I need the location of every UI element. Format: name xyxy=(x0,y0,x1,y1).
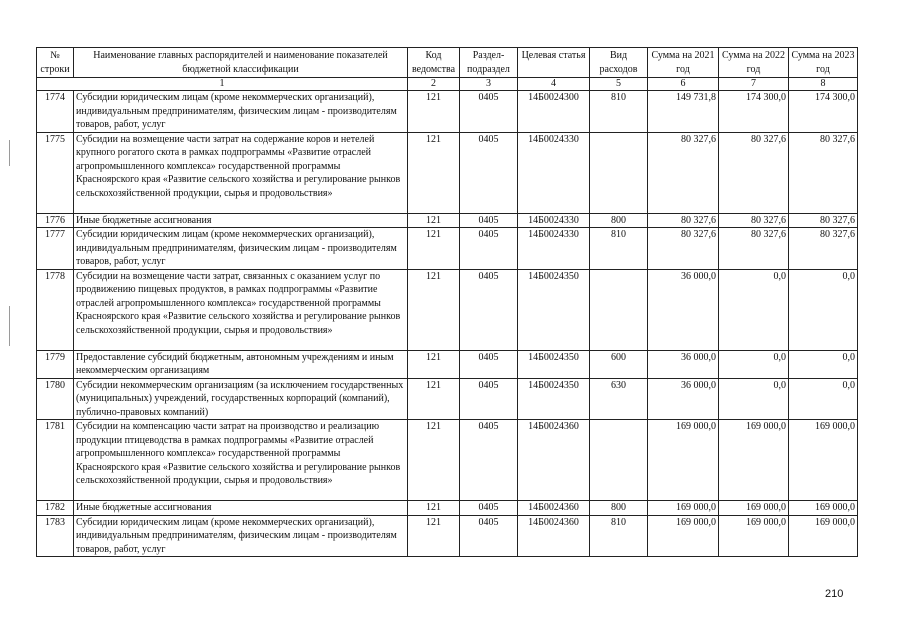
table-row xyxy=(37,228,858,270)
sum-2023-cell: 80 327,6 xyxy=(789,228,858,270)
expense-type-cell: 630 xyxy=(590,378,648,420)
sum-2021-cell: 80 327,6 xyxy=(648,213,719,228)
sum-2022-cell: 169 000,0 xyxy=(719,420,789,501)
sum-2021-cell: 36 000,0 xyxy=(648,350,719,378)
sum-2021-cell: 80 327,6 xyxy=(648,228,719,270)
budget-table xyxy=(36,47,858,557)
dept-code-cell: 121 xyxy=(408,501,460,516)
section-cell: 0405 xyxy=(460,515,518,557)
header-target-article: Целевая статья xyxy=(518,48,590,78)
table-row xyxy=(37,350,858,378)
column-number: 2 xyxy=(408,78,460,91)
column-number: 3 xyxy=(460,78,518,91)
table-row xyxy=(37,269,858,350)
expense-type-cell xyxy=(590,420,648,501)
row-name-cell: Субсидии на возмещение части затрат на содержание коров и нетелей крупного рогатого скота в рамках подпрограммы «Развитие отраслей агропромышленного комплекса» государственной программы Красноярского края «Развитие сельского хозяйства и регулирование рынков сельскохозяйственной продукции, сырья и продовольствия» xyxy=(74,132,408,213)
target-article-cell: 14Б0024360 xyxy=(518,515,590,557)
row-number-cell: 1776 xyxy=(37,213,74,228)
table-row xyxy=(37,378,858,420)
row-number-cell: 1782 xyxy=(37,501,74,516)
sum-2022-cell: 80 327,6 xyxy=(719,228,789,270)
target-article-cell: 14Б0024350 xyxy=(518,269,590,350)
sum-2023-cell: 0,0 xyxy=(789,269,858,350)
target-article-cell: 14Б0024330 xyxy=(518,228,590,270)
sum-2021-cell: 36 000,0 xyxy=(648,269,719,350)
row-number-cell: 1778 xyxy=(37,269,74,350)
dept-code-cell: 121 xyxy=(408,515,460,557)
sum-2022-cell: 80 327,6 xyxy=(719,213,789,228)
row-name-cell: Субсидии юридическим лицам (кроме некоммерческих организаций), индивидуальным предпринимателям, физическим лицам - производителям товаров, работ, услуг xyxy=(74,91,408,133)
header-row xyxy=(37,48,858,78)
expense-type-cell xyxy=(590,132,648,213)
sum-2022-cell: 0,0 xyxy=(719,378,789,420)
header-sum-2021: Сумма на 2021 год xyxy=(648,48,719,78)
expense-type-cell: 810 xyxy=(590,228,648,270)
header-sum-2023: Сумма на 2023 год xyxy=(789,48,858,78)
expense-type-cell xyxy=(590,269,648,350)
column-number: 4 xyxy=(518,78,590,91)
sum-2021-cell: 169 000,0 xyxy=(648,501,719,516)
row-name-cell: Предоставление субсидий бюджетным, автономным учреждениям и иным некоммерческим организациям xyxy=(74,350,408,378)
sum-2021-cell: 149 731,8 xyxy=(648,91,719,133)
dept-code-cell: 121 xyxy=(408,228,460,270)
column-number: 6 xyxy=(648,78,719,91)
row-name-cell: Иные бюджетные ассигнования xyxy=(74,213,408,228)
table-row xyxy=(37,515,858,557)
dept-code-cell: 121 xyxy=(408,213,460,228)
dept-code-cell: 121 xyxy=(408,269,460,350)
section-cell: 0405 xyxy=(460,213,518,228)
sum-2021-cell: 169 000,0 xyxy=(648,420,719,501)
row-name-cell: Субсидии на возмещение части затрат, связанных с оказанием услуг по продвижению пищевых продуктов, в рамках подпрограммы «Развитие отраслей агропромышленного комплекса» государственной программы Красноярского края «Развитие сельского хозяйства и регулирование рынков сельскохозяйственной продукции, сырья и продовольствия» xyxy=(74,269,408,350)
sum-2023-cell: 169 000,0 xyxy=(789,515,858,557)
target-article-cell: 14Б0024300 xyxy=(518,91,590,133)
margin-mark xyxy=(9,306,10,346)
dept-code-cell: 121 xyxy=(408,91,460,133)
row-number-cell: 1780 xyxy=(37,378,74,420)
row-number-cell: 1775 xyxy=(37,132,74,213)
section-cell: 0405 xyxy=(460,132,518,213)
section-cell: 0405 xyxy=(460,269,518,350)
dept-code-cell: 121 xyxy=(408,420,460,501)
table-row xyxy=(37,213,858,228)
sum-2023-cell: 0,0 xyxy=(789,350,858,378)
sum-2023-cell: 0,0 xyxy=(789,378,858,420)
row-number-cell: 1783 xyxy=(37,515,74,557)
header-name: Наименование главных распорядителей и наименование показателей бюджетной классификации xyxy=(74,48,408,78)
target-article-cell: 14Б0024330 xyxy=(518,213,590,228)
sum-2021-cell: 36 000,0 xyxy=(648,378,719,420)
sum-2022-cell: 80 327,6 xyxy=(719,132,789,213)
section-cell: 0405 xyxy=(460,501,518,516)
row-name-cell: Субсидии юридическим лицам (кроме некоммерческих организаций), индивидуальным предпринимателям, физическим лицам - производителям товаров, работ, услуг xyxy=(74,515,408,557)
sum-2022-cell: 169 000,0 xyxy=(719,515,789,557)
sum-2023-cell: 174 300,0 xyxy=(789,91,858,133)
target-article-cell: 14Б0024360 xyxy=(518,501,590,516)
target-article-cell: 14Б0024330 xyxy=(518,132,590,213)
sum-2021-cell: 169 000,0 xyxy=(648,515,719,557)
column-number: 8 xyxy=(789,78,858,91)
table-row xyxy=(37,501,858,516)
column-numbering-row xyxy=(37,78,858,91)
dept-code-cell: 121 xyxy=(408,378,460,420)
row-name-cell: Иные бюджетные ассигнования xyxy=(74,501,408,516)
margin-mark xyxy=(9,140,10,166)
row-number-cell: 1781 xyxy=(37,420,74,501)
row-name-cell: Субсидии на компенсацию части затрат на производство и реализацию продукции птицеводства в рамках подпрограммы «Развитие отраслей агропромышленного комплекса» государственной программы Красноярского края «Развитие сельского хозяйства и регулирование рынков сельскохозяйственной продукции, сырья и продовольствия» xyxy=(74,420,408,501)
sum-2022-cell: 0,0 xyxy=(719,350,789,378)
expense-type-cell: 600 xyxy=(590,350,648,378)
expense-type-cell: 800 xyxy=(590,213,648,228)
expense-type-cell: 800 xyxy=(590,501,648,516)
page-number: 210 xyxy=(825,588,844,600)
section-cell: 0405 xyxy=(460,420,518,501)
sum-2023-cell: 80 327,6 xyxy=(789,132,858,213)
section-cell: 0405 xyxy=(460,228,518,270)
target-article-cell: 14Б0024350 xyxy=(518,350,590,378)
sum-2022-cell: 169 000,0 xyxy=(719,501,789,516)
sum-2021-cell: 80 327,6 xyxy=(648,132,719,213)
section-cell: 0405 xyxy=(460,91,518,133)
table-row xyxy=(37,132,858,213)
expense-type-cell: 810 xyxy=(590,515,648,557)
table-row xyxy=(37,420,858,501)
header-sum-2022: Сумма на 2022 год xyxy=(719,48,789,78)
row-name-cell: Субсидии некоммерческим организациям (за исключением государственных (муниципальных) учреждений, государственных корпораций (компаний), публично-правовых компаний) xyxy=(74,378,408,420)
sum-2023-cell: 169 000,0 xyxy=(789,420,858,501)
section-cell: 0405 xyxy=(460,350,518,378)
table-body xyxy=(37,91,858,557)
dept-code-cell: 121 xyxy=(408,132,460,213)
column-number: 1 xyxy=(37,78,408,91)
sum-2022-cell: 0,0 xyxy=(719,269,789,350)
target-article-cell: 14Б0024350 xyxy=(518,378,590,420)
header-section: Раздел-подраздел xyxy=(460,48,518,78)
dept-code-cell: 121 xyxy=(408,350,460,378)
row-number-cell: 1777 xyxy=(37,228,74,270)
sum-2023-cell: 80 327,6 xyxy=(789,213,858,228)
header-row-no: № строки xyxy=(37,48,74,78)
header-dept-code: Код ведомства xyxy=(408,48,460,78)
row-number-cell: 1774 xyxy=(37,91,74,133)
section-cell: 0405 xyxy=(460,378,518,420)
column-number: 7 xyxy=(719,78,789,91)
row-number-cell: 1779 xyxy=(37,350,74,378)
expense-type-cell: 810 xyxy=(590,91,648,133)
target-article-cell: 14Б0024360 xyxy=(518,420,590,501)
column-number: 5 xyxy=(590,78,648,91)
sum-2022-cell: 174 300,0 xyxy=(719,91,789,133)
row-name-cell: Субсидии юридическим лицам (кроме некоммерческих организаций), индивидуальным предпринимателям, физическим лицам - производителям товаров, работ, услуг xyxy=(74,228,408,270)
header-expense-type: Вид расходов xyxy=(590,48,648,78)
sum-2023-cell: 169 000,0 xyxy=(789,501,858,516)
table-row xyxy=(37,91,858,133)
